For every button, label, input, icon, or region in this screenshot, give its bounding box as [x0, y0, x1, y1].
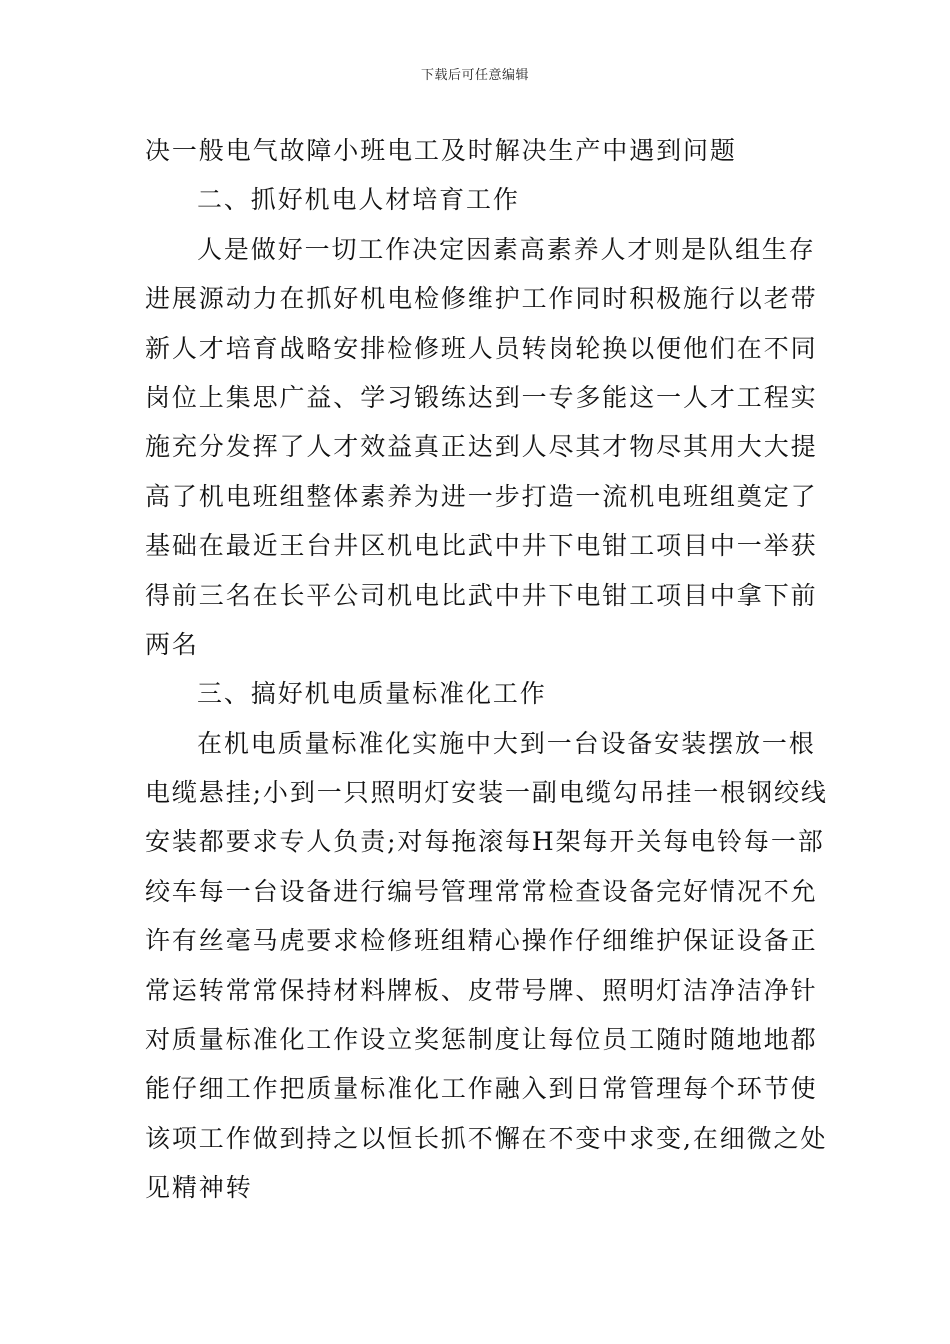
- body-line: 岗位上集思广益、学习锻练达到一专多能这一人才工程实: [145, 382, 818, 412]
- body-line: 常运转常常保持材料牌板、皮带号牌、照明灯洁净洁净针: [145, 975, 818, 1005]
- body-line: 该项工作做到持之以恒长抓不懈在不变中求变,在细微之处: [145, 1123, 828, 1153]
- body-line: 安装都要求专人负责;对每拖滚每H架每开关每电铃每一部: [145, 827, 825, 857]
- body-line: 对质量标准化工作设立奖惩制度让每位员工随时随地地都: [145, 1025, 818, 1055]
- body-line: 电缆悬挂;小到一只照明灯安装一副电缆勾吊挂一根钢绞线: [145, 778, 828, 808]
- body-line: 进展源动力在抓好机电检修维护工作同时积极施行以老带: [145, 284, 818, 314]
- body-line: 高了机电班组整体素养为进一步打造一流机电班组奠定了: [145, 481, 818, 511]
- body-line: 新人才培育战略安排检修班人员转岗轮换以便他们在不同: [145, 333, 818, 363]
- body-line: 施充分发挥了人才效益真正达到人尽其才物尽其用大大提: [145, 432, 818, 462]
- body-line: 绞车每一台设备进行编号管理常常检查设备完好情况不允: [145, 876, 818, 906]
- body-line: 见精神转: [145, 1173, 253, 1203]
- section-heading: 二、抓好机电人材培育工作: [197, 185, 520, 215]
- section-heading: 三、搞好机电质量标准化工作: [197, 679, 547, 709]
- body-line: 两名: [145, 629, 199, 659]
- header-note: 下载后可任意编辑: [420, 68, 529, 83]
- document-body: [145, 126, 828, 1213]
- paragraph-start: 人是做好一切工作决定因素高素养人才则是队组生存: [197, 234, 816, 264]
- body-line: 基础在最近王台井区机电比武中井下电钳工项目中一举获: [145, 531, 818, 561]
- paragraph-start: 在机电质量标准化实施中大到一台设备安装摆放一根: [197, 728, 816, 758]
- body-line: 决一般电气故障小班电工及时解决生产中遇到问题: [145, 136, 737, 165]
- body-line: 得前三名在长平公司机电比武中井下电钳工项目中拿下前: [145, 580, 818, 610]
- body-line: 能仔细工作把质量标准化工作融入到日常管理每个环节使: [145, 1074, 818, 1104]
- body-line: 许有丝毫马虎要求检修班组精心操作仔细维护保证设备正: [145, 926, 818, 956]
